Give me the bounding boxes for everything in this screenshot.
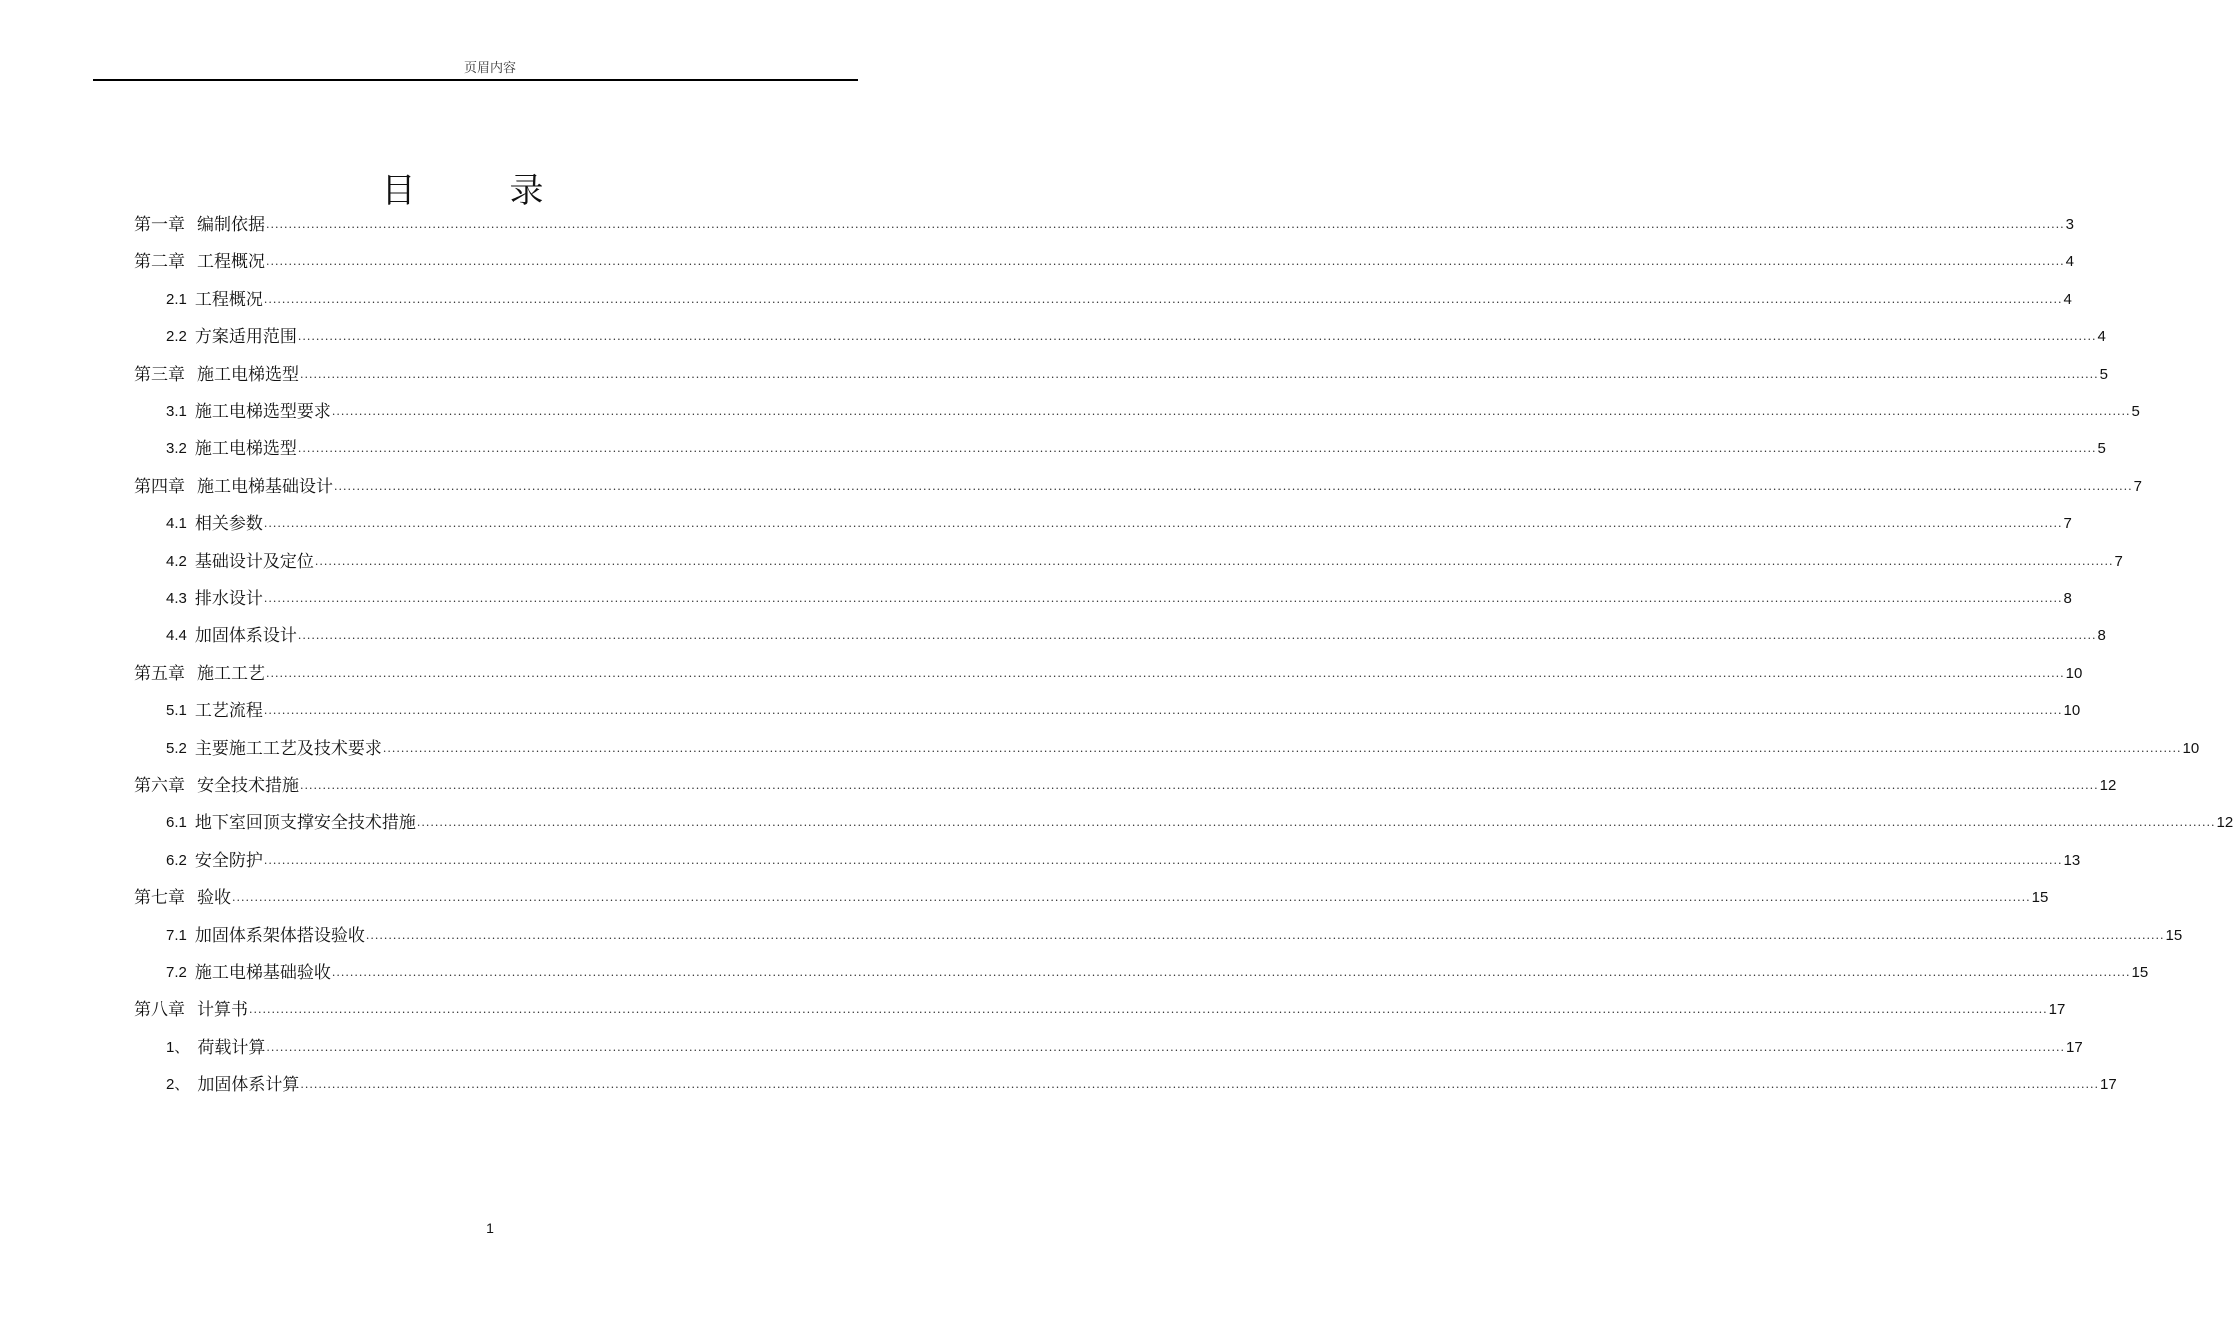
toc-entry-number: 2.1 xyxy=(166,290,187,308)
toc-dot-leader: ................................................................................................................................................................................................................................................................................................................................................................................................................ xyxy=(365,928,2165,942)
toc-dot-leader: ................................................................................................................................................................................................................................................................................................................................................................................................................ xyxy=(416,816,2216,830)
toc-dot-leader: ................................................................................................................................................................................................................................................................................................................................................................................................................ xyxy=(382,741,2182,755)
toc-entry-number: 7.1 xyxy=(166,926,187,944)
toc-entry-title: 施工电梯基础验收 xyxy=(194,963,331,983)
toc-entry[interactable] xyxy=(166,1028,2083,1058)
toc-entry-number: 第三章 xyxy=(134,364,185,385)
toc-entry-number: 2、 xyxy=(166,1076,190,1094)
toc-entry-page: 5 xyxy=(2097,440,2106,458)
toc-entry-number: 1、 xyxy=(166,1038,190,1056)
toc-entry-number: 第七章 xyxy=(134,888,185,909)
toc-entry[interactable] xyxy=(166,691,2081,722)
toc-entry-page: 7 xyxy=(2114,552,2123,570)
toc-dot-leader: ................................................................................................................................................................................................................................................................................................................................................................................................................ xyxy=(331,966,2131,979)
page-header-text: 页眉内容 xyxy=(463,61,516,76)
toc-dot-leader: ................................................................................................................................................................................................................................................................................................................................................................................................................ xyxy=(249,1003,2048,1017)
toc-entry[interactable] xyxy=(166,317,2106,348)
toc-entry-page: 4 xyxy=(2065,253,2074,271)
toc-dot-leader: ................................................................................................................................................................................................................................................................................................................................................................................................................ xyxy=(334,479,2133,493)
toc-entry-page: 5 xyxy=(2099,365,2108,383)
toc-dot-leader: ................................................................................................................................................................................................................................................................................................................................................................................................................ xyxy=(266,666,2065,680)
toc-entry-page: 7 xyxy=(2063,515,2072,533)
toc-entry-page: 4 xyxy=(2063,290,2072,308)
toc-entry-title: 施工电梯基础设计 xyxy=(197,476,333,497)
toc-entry-number: 4.3 xyxy=(166,590,187,607)
toc-entry[interactable] xyxy=(134,355,2108,385)
toc-entry-page: 4 xyxy=(2097,328,2106,346)
toc-entry-title: 地下室回顶支撑安全技术措施 xyxy=(194,813,416,834)
toc-entry-page: 17 xyxy=(2099,1076,2117,1094)
toc-entry[interactable] xyxy=(166,803,2233,834)
toc-dot-leader: ................................................................................................................................................................................................................................................................................................................................................................................................................ xyxy=(263,517,2063,531)
toc-entry[interactable] xyxy=(166,841,2081,871)
toc-entry[interactable] xyxy=(166,916,2183,946)
toc-entry-number: 6.1 xyxy=(166,814,187,832)
toc-entry[interactable] xyxy=(166,953,2149,983)
toc-dot-leader: ................................................................................................................................................................................................................................................................................................................................................................................................................ xyxy=(314,554,2114,568)
toc-dot-leader: ................................................................................................................................................................................................................................................................................................................................................................................................................ xyxy=(263,704,2063,718)
toc-entry[interactable] xyxy=(134,878,2049,909)
toc-entry-page: 15 xyxy=(2165,926,2183,944)
toc-entry-page: 10 xyxy=(2065,664,2083,682)
toc-entry[interactable] xyxy=(134,990,2066,1021)
toc-entry-number: 第五章 xyxy=(134,663,185,684)
toc-dot-leader: ................................................................................................................................................................................................................................................................................................................................................................................................................ xyxy=(263,592,2063,605)
toc-dot-leader: ................................................................................................................................................................................................................................................................................................................................................................................................................ xyxy=(266,255,2065,269)
toc-entry[interactable] xyxy=(166,542,2123,572)
toc-entry-title: 工艺流程 xyxy=(194,701,263,722)
toc-dot-leader: ................................................................................................................................................................................................................................................................................................................................................................................................................ xyxy=(232,891,2031,905)
toc-entry-title: 施工电梯选型 xyxy=(197,364,299,385)
toc-entry-title: 施工电梯选型 xyxy=(194,439,297,460)
toc-entry[interactable] xyxy=(134,205,2074,235)
toc-entry[interactable] xyxy=(166,729,2200,759)
toc-entry-title: 施工工艺 xyxy=(197,663,265,684)
toc-entry-number: 第二章 xyxy=(134,252,185,273)
toc-dot-leader: ................................................................................................................................................................................................................................................................................................................................................................................................................ xyxy=(263,853,2063,867)
toc-dot-leader: ................................................................................................................................................................................................................................................................................................................................................................................................................ xyxy=(297,629,2097,643)
toc-entry[interactable] xyxy=(166,392,2140,422)
toc-entry-number: 4.2 xyxy=(166,552,187,570)
toc-dot-leader: ................................................................................................................................................................................................................................................................................................................................................................................................................ xyxy=(263,292,2063,306)
toc-entry-page: 15 xyxy=(2031,889,2049,907)
toc-dot-leader: ................................................................................................................................................................................................................................................................................................................................................................................................................ xyxy=(300,367,2099,381)
toc-entry[interactable] xyxy=(134,242,2074,273)
toc-entry-title: 基础设计及定位 xyxy=(194,551,314,572)
page-number: 1 xyxy=(486,1220,494,1236)
toc-entry-page: 10 xyxy=(2182,739,2200,757)
toc-entry[interactable] xyxy=(166,1065,2117,1096)
toc-entry-number: 5.2 xyxy=(166,739,187,757)
toc-entry-title: 验收 xyxy=(197,888,231,909)
toc-dot-leader: ................................................................................................................................................................................................................................................................................................................................................................................................................ xyxy=(300,779,2099,792)
toc-entry[interactable] xyxy=(166,579,2072,609)
toc-title: 目 录 xyxy=(381,170,574,211)
toc-entry-number: 6.2 xyxy=(166,851,187,869)
toc-entry[interactable] xyxy=(166,429,2106,460)
toc-entry-page: 5 xyxy=(2131,403,2140,420)
toc-entry-number: 第六章 xyxy=(134,776,185,796)
toc-entry-number: 5.1 xyxy=(166,702,187,720)
toc-entry-number: 第一章 xyxy=(134,215,185,235)
toc-entry-number: 4.4 xyxy=(166,627,187,645)
toc-entry-title: 加固体系设计 xyxy=(194,626,297,647)
toc-entry-title: 工程概况 xyxy=(194,289,263,310)
toc-dot-leader: ................................................................................................................................................................................................................................................................................................................................................................................................................ xyxy=(331,405,2131,418)
toc-entry[interactable] xyxy=(166,616,2106,647)
toc-entry-title: 方案适用范围 xyxy=(194,327,297,348)
toc-entry-page: 7 xyxy=(2133,477,2142,495)
toc-entry-number: 4.1 xyxy=(166,515,187,533)
toc-entry-page: 17 xyxy=(2048,1001,2066,1019)
toc-dot-leader: ................................................................................................................................................................................................................................................................................................................................................................................................................ xyxy=(266,1040,2065,1054)
toc-entry-title: 计算书 xyxy=(197,1000,248,1021)
toc-entry-title: 施工电梯选型要求 xyxy=(194,402,331,422)
toc-entry-page: 8 xyxy=(2097,627,2106,645)
toc-entry-page: 12 xyxy=(2216,814,2233,832)
toc-entry-title: 相关参数 xyxy=(194,514,263,535)
toc-entry-page: 12 xyxy=(2099,777,2117,794)
toc-dot-leader: ................................................................................................................................................................................................................................................................................................................................................................................................................ xyxy=(300,1078,2099,1092)
toc-entry-page: 10 xyxy=(2063,702,2081,720)
toc-entry-page: 3 xyxy=(2065,216,2074,233)
toc-entry-number: 3.2 xyxy=(166,440,187,458)
toc-entry-title: 主要施工工艺及技术要求 xyxy=(194,738,382,759)
toc-entry-title: 加固体系计算 xyxy=(197,1075,300,1096)
toc-entry-page: 13 xyxy=(2063,851,2081,869)
toc-entry-number: 第四章 xyxy=(134,476,185,497)
toc-entry-title: 安全防护 xyxy=(194,850,263,871)
toc-entry-title: 编制依据 xyxy=(197,215,265,235)
toc-entry[interactable] xyxy=(166,504,2072,535)
toc-entry[interactable] xyxy=(134,654,2083,684)
toc-entry-number: 3.1 xyxy=(166,403,187,420)
toc-entry-title: 安全技术措施 xyxy=(197,776,299,796)
toc-entry-number: 2.2 xyxy=(166,328,187,346)
toc-entry-title: 排水设计 xyxy=(194,589,263,609)
toc-entry-page: 8 xyxy=(2063,590,2072,607)
toc-dot-leader: ................................................................................................................................................................................................................................................................................................................................................................................................................ xyxy=(297,442,2097,456)
toc-dot-leader: ................................................................................................................................................................................................................................................................................................................................................................................................................ xyxy=(297,330,2097,344)
toc-entry[interactable] xyxy=(166,280,2072,310)
toc-entry-title: 加固体系架体搭设验收 xyxy=(194,925,365,946)
toc-entry-page: 17 xyxy=(2065,1038,2083,1056)
toc-dot-leader: ................................................................................................................................................................................................................................................................................................................................................................................................................ xyxy=(266,218,2065,231)
toc-entry-number: 第八章 xyxy=(134,1000,185,1021)
toc-entry-page: 15 xyxy=(2131,964,2149,981)
header-rule xyxy=(93,79,858,81)
toc-entry-title: 工程概况 xyxy=(197,252,265,273)
toc-entry[interactable] xyxy=(134,467,2142,497)
toc-entry-title: 荷载计算 xyxy=(197,1037,266,1058)
toc-entry-number: 7.2 xyxy=(166,964,187,981)
toc-entry[interactable] xyxy=(134,766,2117,796)
